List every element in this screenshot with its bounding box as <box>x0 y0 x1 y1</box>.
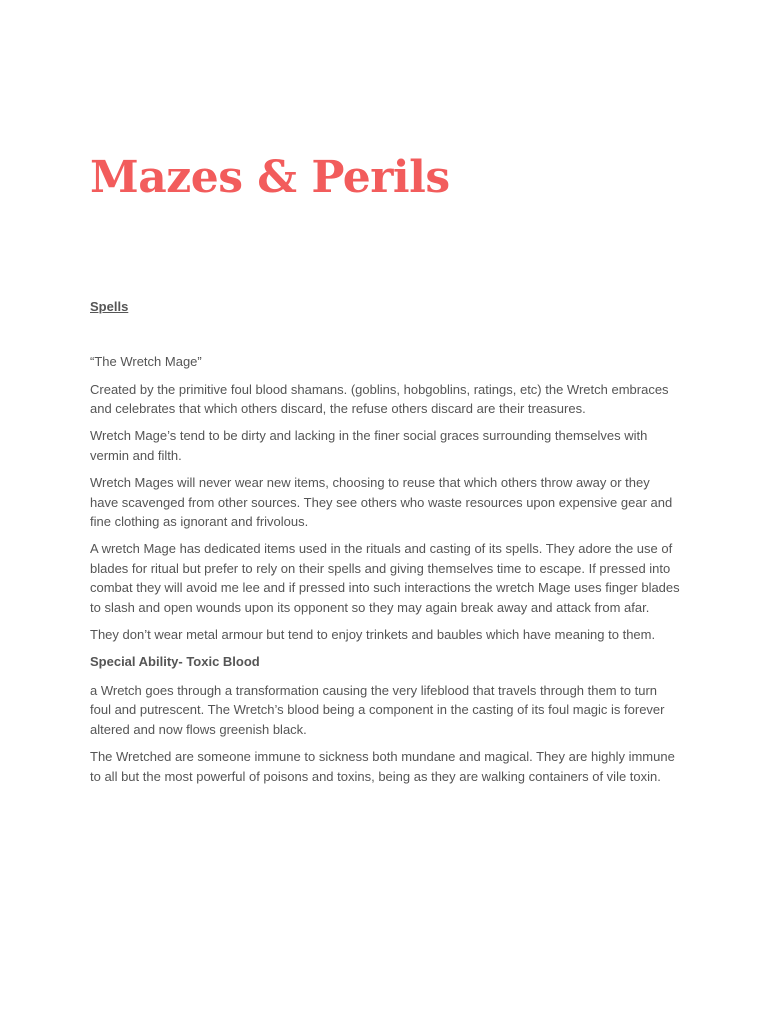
section-heading-spells: Spells <box>90 299 129 314</box>
paragraph-combat: A wretch Mage has dedicated items used in the rituals and casting of its spells. They adore the use of blades for ritual but prefer to rely on their spells and giving themselves time to escape. If pressed into combat they will avoid me lee and if pressed into such interactions the wretch Mage uses finger blades to slash and open wounds upon its opponent so they may again break away and attack from afar. <box>90 541 680 616</box>
paragraph-appearance: Wretch Mage’s tend to be dirty and lacking in the finer social graces surrounding themselves with vermin and filth. <box>90 428 648 463</box>
paragraph-armour: They don’t wear metal armour but tend to enjoy trinkets and baubles which have meaning to them. <box>90 627 656 643</box>
paragraph-origin: Created by the primitive foul blood shamans. (goblins, hobgoblins, ratings, etc) the Wretch embraces and celebrates that which others discard, the refuse others discard are their treasures. <box>90 381 669 417</box>
paragraph-toxic-blood: a Wretch goes through a transformation causing the very lifeblood that travels through them to turn foul and putrescent. The Wretch’s blood being a component in the casting of its foul magic is forever altered and now flows greenish black. <box>90 682 665 737</box>
special-ability-heading: Special Ability- Toxic Blood <box>90 654 260 670</box>
paragraph-items: Wretch Mages will never wear new items, choosing to reuse that which others throw away or they have scavenged from other sources. They see others who waste resources upon expensive gear and fine clothing as ignorant and frivolous. <box>90 474 673 530</box>
document-title: Mazes & Perils <box>90 152 450 203</box>
document-body <box>90 352 680 794</box>
spell-subtitle: “The Wretch Mage” <box>90 354 202 369</box>
paragraph-immunity: The Wretched are someone immune to sickness both mundane and magical. They are highly immune to all but the most powerful of poisons and toxins, being as they are walking containers of vile toxin. <box>90 749 675 784</box>
